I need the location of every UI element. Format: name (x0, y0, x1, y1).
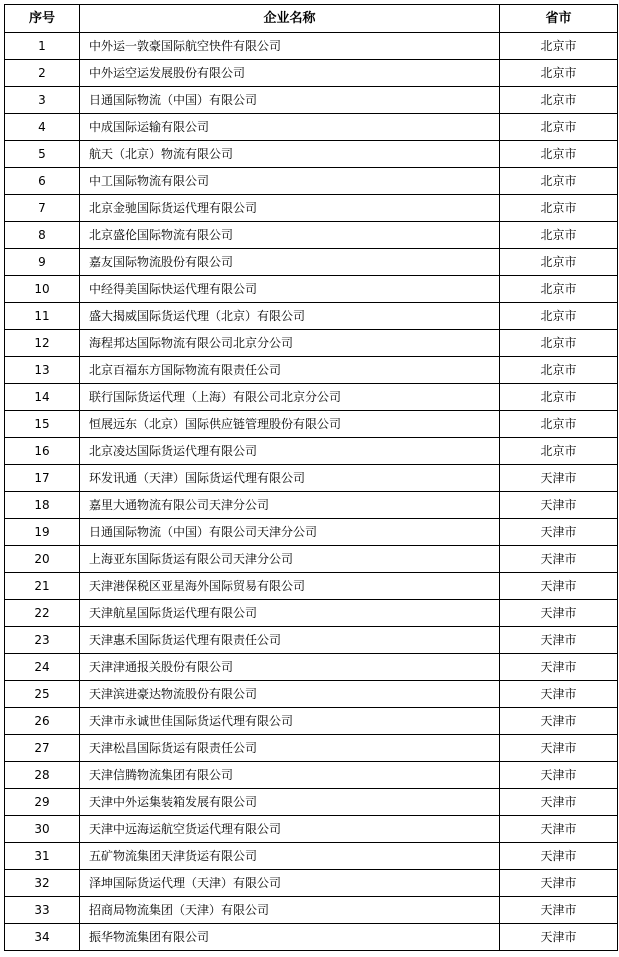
table-row (5, 546, 618, 573)
table-row (5, 60, 618, 87)
row-index: 5 (5, 141, 80, 168)
table-row (5, 330, 618, 357)
row-province: 北京市 (500, 141, 618, 168)
row-index: 22 (5, 600, 80, 627)
header-province: 省市 (500, 5, 618, 33)
row-index: 30 (5, 816, 80, 843)
row-index: 10 (5, 276, 80, 303)
table-row (5, 438, 618, 465)
table-row (5, 870, 618, 897)
row-company-name: 天津港保税区亚星海外国际贸易有限公司 (80, 573, 500, 600)
row-company-name: 天津航星国际货运代理有限公司 (80, 600, 500, 627)
row-index: 2 (5, 60, 80, 87)
row-company-name: 泽坤国际货运代理（天津）有限公司 (80, 870, 500, 897)
row-company-name: 天津市永诚世佳国际货运代理有限公司 (80, 708, 500, 735)
table-row (5, 222, 618, 249)
row-province: 天津市 (500, 627, 618, 654)
row-company-name: 天津津通报关股份有限公司 (80, 654, 500, 681)
row-province: 天津市 (500, 546, 618, 573)
table-row (5, 681, 618, 708)
row-province: 天津市 (500, 897, 618, 924)
row-index: 24 (5, 654, 80, 681)
row-company-name: 北京百福东方国际物流有限责任公司 (80, 357, 500, 384)
row-company-name: 中工国际物流有限公司 (80, 168, 500, 195)
table-row (5, 654, 618, 681)
row-company-name: 北京盛伦国际物流有限公司 (80, 222, 500, 249)
row-company-name: 天津惠禾国际货运代理有限责任公司 (80, 627, 500, 654)
table-row (5, 276, 618, 303)
row-index: 3 (5, 87, 80, 114)
row-index: 21 (5, 573, 80, 600)
row-province: 天津市 (500, 870, 618, 897)
row-index: 19 (5, 519, 80, 546)
row-company-name: 上海亚东国际货运有限公司天津分公司 (80, 546, 500, 573)
row-company-name: 中外运一敦豪国际航空快件有限公司 (80, 33, 500, 60)
row-province: 北京市 (500, 249, 618, 276)
row-index: 33 (5, 897, 80, 924)
row-province: 北京市 (500, 87, 618, 114)
row-index: 15 (5, 411, 80, 438)
row-index: 32 (5, 870, 80, 897)
table-row (5, 573, 618, 600)
row-province: 天津市 (500, 708, 618, 735)
row-company-name: 天津松昌国际货运有限责任公司 (80, 735, 500, 762)
row-company-name: 天津滨进豪达物流股份有限公司 (80, 681, 500, 708)
table-header-row (5, 5, 618, 33)
row-province: 北京市 (500, 276, 618, 303)
table-row (5, 141, 618, 168)
table-row (5, 708, 618, 735)
row-index: 12 (5, 330, 80, 357)
row-index: 18 (5, 492, 80, 519)
row-index: 14 (5, 384, 80, 411)
row-company-name: 北京凌达国际货运代理有限公司 (80, 438, 500, 465)
table-row (5, 249, 618, 276)
row-province: 北京市 (500, 60, 618, 87)
table-row (5, 411, 618, 438)
row-province: 天津市 (500, 789, 618, 816)
row-company-name: 嘉里大通物流有限公司天津分公司 (80, 492, 500, 519)
row-company-name: 日通国际物流（中国）有限公司 (80, 87, 500, 114)
table-row (5, 303, 618, 330)
row-company-name: 天津中远海运航空货运代理有限公司 (80, 816, 500, 843)
row-index: 20 (5, 546, 80, 573)
row-index: 28 (5, 762, 80, 789)
row-province: 北京市 (500, 357, 618, 384)
row-index: 17 (5, 465, 80, 492)
row-province: 北京市 (500, 438, 618, 465)
row-province: 天津市 (500, 816, 618, 843)
row-index: 7 (5, 195, 80, 222)
row-company-name: 五矿物流集团天津货运有限公司 (80, 843, 500, 870)
table-row (5, 492, 618, 519)
row-company-name: 北京金驰国际货运代理有限公司 (80, 195, 500, 222)
row-company-name: 中成国际运输有限公司 (80, 114, 500, 141)
header-index: 序号 (5, 5, 80, 33)
row-company-name: 嘉友国际物流股份有限公司 (80, 249, 500, 276)
row-index: 25 (5, 681, 80, 708)
row-index: 16 (5, 438, 80, 465)
row-company-name: 航天（北京）物流有限公司 (80, 141, 500, 168)
table-row (5, 627, 618, 654)
row-province: 天津市 (500, 492, 618, 519)
row-company-name: 招商局物流集团（天津）有限公司 (80, 897, 500, 924)
row-index: 6 (5, 168, 80, 195)
row-province: 天津市 (500, 762, 618, 789)
row-company-name: 海程邦达国际物流有限公司北京分公司 (80, 330, 500, 357)
header-company-name: 企业名称 (80, 5, 500, 33)
row-company-name: 中经得美国际快运代理有限公司 (80, 276, 500, 303)
table-row (5, 816, 618, 843)
row-province: 天津市 (500, 654, 618, 681)
table-row (5, 114, 618, 141)
row-province: 天津市 (500, 735, 618, 762)
row-index: 23 (5, 627, 80, 654)
row-province: 北京市 (500, 222, 618, 249)
table-row (5, 519, 618, 546)
table-row (5, 600, 618, 627)
row-company-name: 恒展远东（北京）国际供应链管理股份有限公司 (80, 411, 500, 438)
row-province: 北京市 (500, 303, 618, 330)
row-province: 天津市 (500, 573, 618, 600)
row-company-name: 联行国际货运代理（上海）有限公司北京分公司 (80, 384, 500, 411)
row-index: 29 (5, 789, 80, 816)
row-province: 北京市 (500, 168, 618, 195)
row-index: 26 (5, 708, 80, 735)
row-index: 4 (5, 114, 80, 141)
company-table (4, 4, 618, 951)
row-index: 9 (5, 249, 80, 276)
table-body (5, 33, 618, 951)
row-province: 天津市 (500, 843, 618, 870)
row-index: 13 (5, 357, 80, 384)
row-index: 27 (5, 735, 80, 762)
table-row (5, 33, 618, 60)
row-province: 天津市 (500, 465, 618, 492)
row-company-name: 天津信腾物流集团有限公司 (80, 762, 500, 789)
row-province: 北京市 (500, 330, 618, 357)
row-index: 31 (5, 843, 80, 870)
row-company-name: 日通国际物流（中国）有限公司天津分公司 (80, 519, 500, 546)
row-index: 11 (5, 303, 80, 330)
row-company-name: 中外运空运发展股份有限公司 (80, 60, 500, 87)
table-row (5, 897, 618, 924)
row-index: 8 (5, 222, 80, 249)
table-row (5, 735, 618, 762)
table-row (5, 762, 618, 789)
table-row (5, 924, 618, 951)
table-row (5, 384, 618, 411)
row-index: 34 (5, 924, 80, 951)
row-province: 天津市 (500, 600, 618, 627)
table-row (5, 357, 618, 384)
row-company-name: 环发讯通（天津）国际货运代理有限公司 (80, 465, 500, 492)
table-row (5, 789, 618, 816)
table-row (5, 843, 618, 870)
table-row (5, 87, 618, 114)
table-row (5, 168, 618, 195)
row-province: 北京市 (500, 33, 618, 60)
row-province: 北京市 (500, 384, 618, 411)
row-province: 北京市 (500, 195, 618, 222)
row-province: 天津市 (500, 519, 618, 546)
row-province: 天津市 (500, 681, 618, 708)
row-company-name: 盛大揭威国际货运代理（北京）有限公司 (80, 303, 500, 330)
table-row (5, 465, 618, 492)
table-row (5, 195, 618, 222)
row-province: 北京市 (500, 114, 618, 141)
row-province: 北京市 (500, 411, 618, 438)
row-company-name: 振华物流集团有限公司 (80, 924, 500, 951)
row-index: 1 (5, 33, 80, 60)
row-company-name: 天津中外运集装箱发展有限公司 (80, 789, 500, 816)
row-province: 天津市 (500, 924, 618, 951)
